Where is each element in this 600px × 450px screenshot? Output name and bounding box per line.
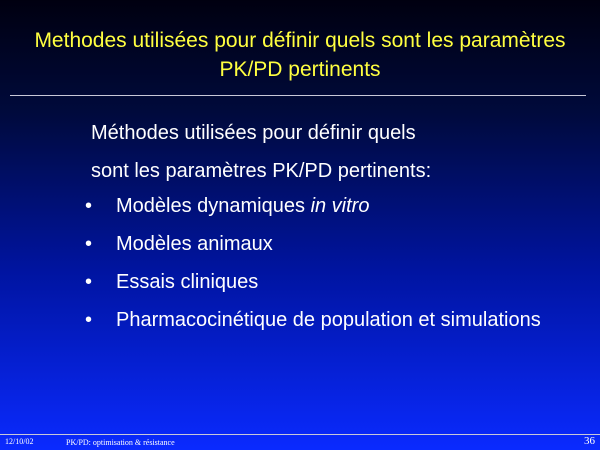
bullet-text: Pharmacocinétique de population et simulations — [116, 309, 541, 331]
bullet-item — [85, 233, 555, 256]
intro-line-1: Méthodes utilisées pour définir quels — [91, 122, 416, 144]
page-number: 36 — [584, 435, 595, 447]
bullet-icon: • — [85, 309, 93, 331]
footer-date: 12/10/02 — [5, 437, 34, 446]
bullet-item — [85, 304, 555, 337]
bullet-text-italic: in vitro — [310, 195, 370, 217]
footer-title: PK/PD: optimisation & résistance — [66, 438, 175, 447]
title-divider — [10, 95, 586, 96]
slide-title: Methodes utilisées pour définir quels sont les paramètres PK/PD pertinents — [34, 29, 566, 81]
bullet-text: Essais cliniques — [116, 271, 259, 293]
footer-divider — [0, 434, 600, 435]
intro-line-2: sont les paramètres PK/PD pertinents: — [91, 160, 432, 182]
bullet-item — [85, 271, 555, 294]
bullet-icon: • — [85, 233, 93, 255]
bullet-icon: • — [85, 195, 93, 217]
bullet-text: Modèles animaux — [116, 233, 273, 255]
bullet-item — [85, 195, 555, 218]
bullet-icon: • — [85, 271, 93, 293]
bullet-list — [85, 195, 555, 352]
bullet-text: Modèles dynamiques — [116, 195, 311, 217]
intro-text — [91, 114, 571, 190]
